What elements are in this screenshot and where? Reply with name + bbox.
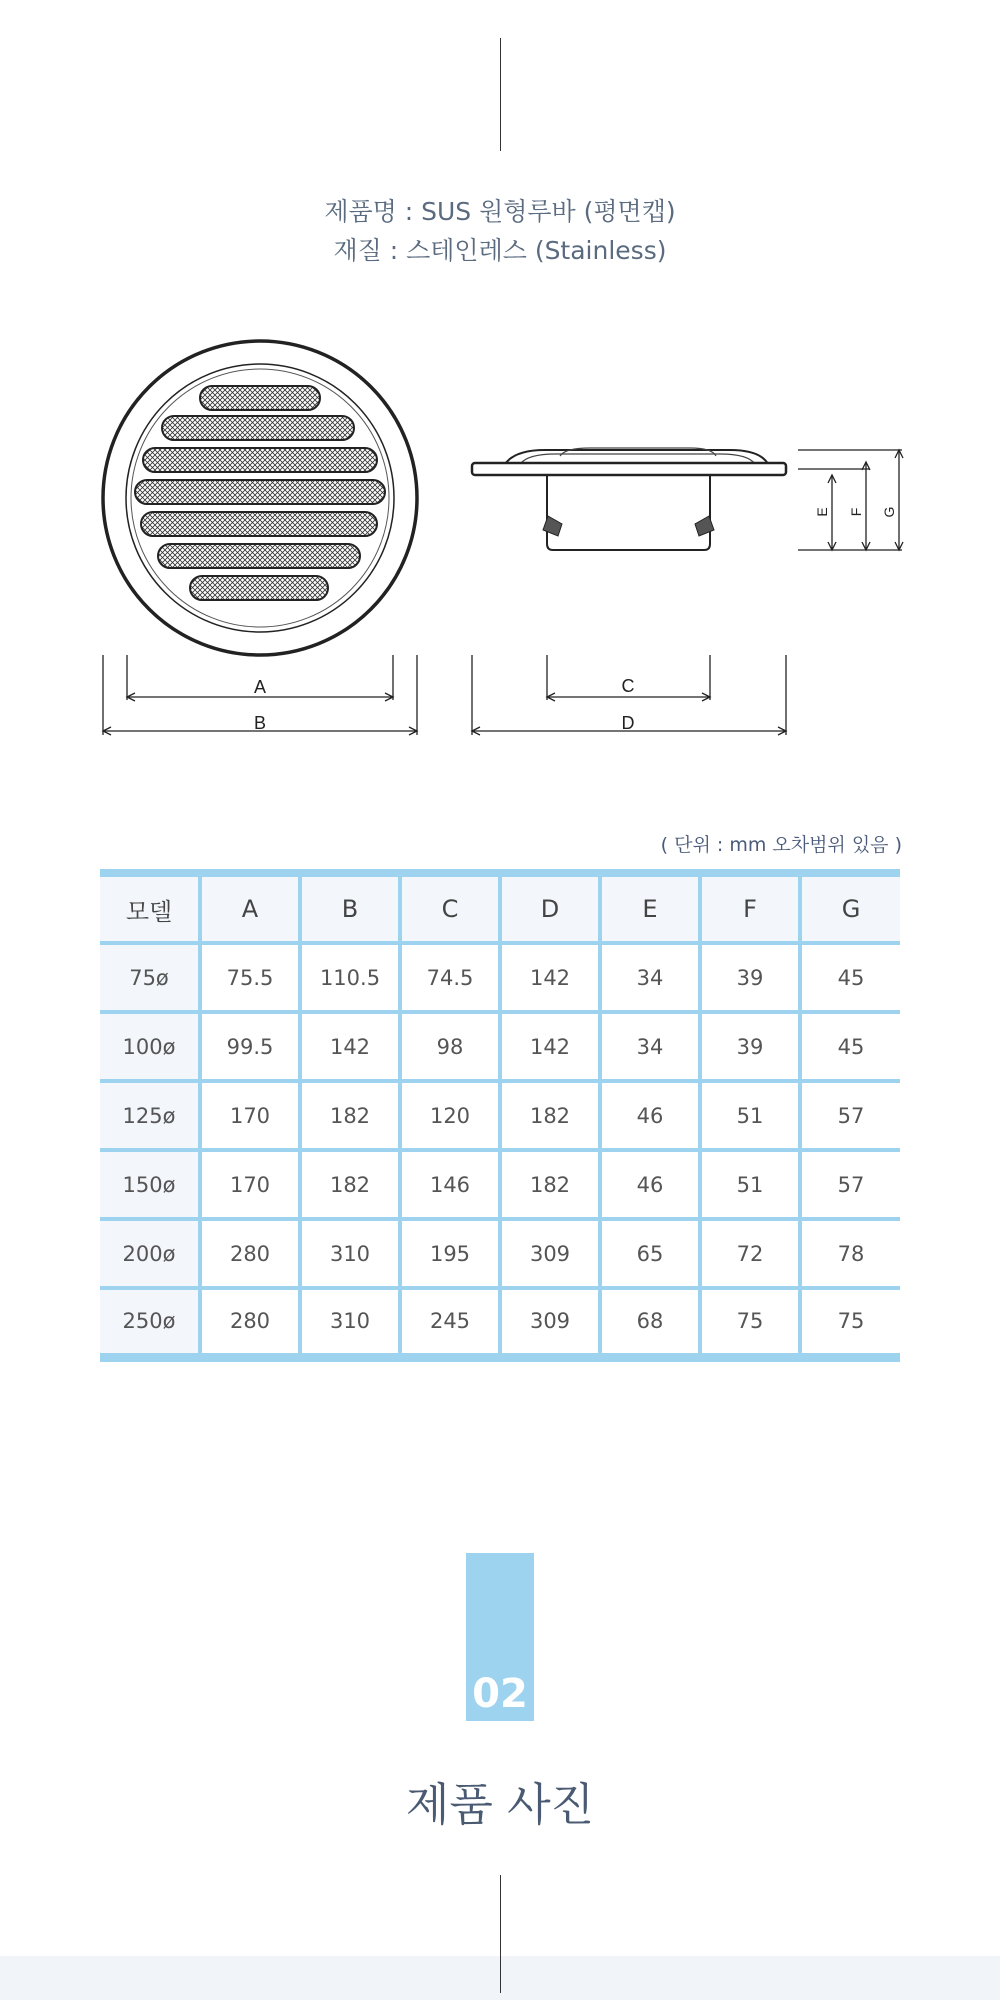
cell-b: 310 — [300, 1219, 400, 1288]
cell-e: 34 — [600, 943, 700, 1012]
cell-b: 142 — [300, 1012, 400, 1081]
cell-d: 309 — [500, 1219, 600, 1288]
header-a: A — [200, 873, 300, 943]
cell-d: 182 — [500, 1150, 600, 1219]
cell-d: 309 — [500, 1288, 600, 1357]
dim-label-f: F — [848, 507, 864, 517]
cell-g: 57 — [800, 1150, 900, 1219]
top-divider-line — [500, 38, 501, 151]
table-row — [100, 1288, 900, 1357]
cell-c: 195 — [400, 1219, 500, 1288]
cell-model: 75ø — [100, 943, 200, 1012]
cell-model: 100ø — [100, 1012, 200, 1081]
louver-side-view — [472, 448, 786, 550]
table-row — [100, 1219, 900, 1288]
section-title: 제품 사진 — [405, 1778, 595, 1831]
cell-c: 74.5 — [400, 943, 500, 1012]
cell-e: 46 — [600, 1081, 700, 1150]
section-number: 02 — [472, 1671, 528, 1717]
cell-g: 78 — [800, 1219, 900, 1288]
section-number-badge — [466, 1553, 534, 1721]
cell-b: 110.5 — [300, 943, 400, 1012]
dim-label-b: B — [253, 713, 267, 733]
cell-model: 150ø — [100, 1150, 200, 1219]
table-row — [100, 943, 900, 1012]
cell-f: 72 — [700, 1219, 800, 1288]
technical-drawing — [0, 320, 1000, 750]
cell-g: 57 — [800, 1081, 900, 1150]
unit-note: ( 단위 : mm 오차범위 있음 ) — [660, 834, 902, 856]
cell-model: 200ø — [100, 1219, 200, 1288]
cell-e: 34 — [600, 1012, 700, 1081]
product-info — [0, 192, 1000, 270]
cell-f: 39 — [700, 1012, 800, 1081]
cell-a: 99.5 — [200, 1012, 300, 1081]
product-material: 재질 : 스테인레스 (Stainless) — [333, 236, 667, 265]
cell-f: 39 — [700, 943, 800, 1012]
dim-label-d: D — [621, 713, 635, 733]
header-d: D — [500, 873, 600, 943]
header-c: C — [400, 873, 500, 943]
dim-label-e: E — [814, 507, 830, 517]
bottom-divider-line — [500, 1875, 501, 1993]
cell-model: 250ø — [100, 1288, 200, 1357]
cell-d: 142 — [500, 1012, 600, 1081]
cell-c: 245 — [400, 1288, 500, 1357]
header-b: B — [300, 873, 400, 943]
louver-front-view — [103, 341, 417, 655]
dimension-labels — [254, 507, 897, 733]
cell-e: 68 — [600, 1288, 700, 1357]
cell-c: 146 — [400, 1150, 500, 1219]
cell-a: 280 — [200, 1219, 300, 1288]
cell-c: 120 — [400, 1081, 500, 1150]
table-row — [100, 1150, 900, 1219]
cell-g: 45 — [800, 943, 900, 1012]
cell-a: 170 — [200, 1150, 300, 1219]
header-model: 모델 — [100, 873, 200, 943]
cell-a: 280 — [200, 1288, 300, 1357]
header-e: E — [600, 873, 700, 943]
cell-b: 310 — [300, 1288, 400, 1357]
cell-e: 65 — [600, 1219, 700, 1288]
dim-label-g: G — [881, 506, 897, 518]
cell-f: 51 — [700, 1150, 800, 1219]
table-header-row — [100, 873, 900, 943]
dim-label-a: A — [253, 677, 267, 697]
cell-f: 75 — [700, 1288, 800, 1357]
cell-c: 98 — [400, 1012, 500, 1081]
cell-d: 182 — [500, 1081, 600, 1150]
cell-b: 182 — [300, 1150, 400, 1219]
cell-b: 182 — [300, 1081, 400, 1150]
cell-a: 75.5 — [200, 943, 300, 1012]
dim-label-c: C — [621, 676, 635, 696]
header-f: F — [700, 873, 800, 943]
spec-table — [100, 869, 900, 1362]
header-g: G — [800, 873, 900, 943]
table-row — [100, 1081, 900, 1150]
cell-f: 51 — [700, 1081, 800, 1150]
cell-e: 46 — [600, 1150, 700, 1219]
cell-a: 170 — [200, 1081, 300, 1150]
cell-d: 142 — [500, 943, 600, 1012]
product-name: 제품명 : SUS 원형루바 (평면캡) — [324, 197, 676, 226]
table-row — [100, 1012, 900, 1081]
cell-model: 125ø — [100, 1081, 200, 1150]
cell-g: 75 — [800, 1288, 900, 1357]
cell-g: 45 — [800, 1012, 900, 1081]
